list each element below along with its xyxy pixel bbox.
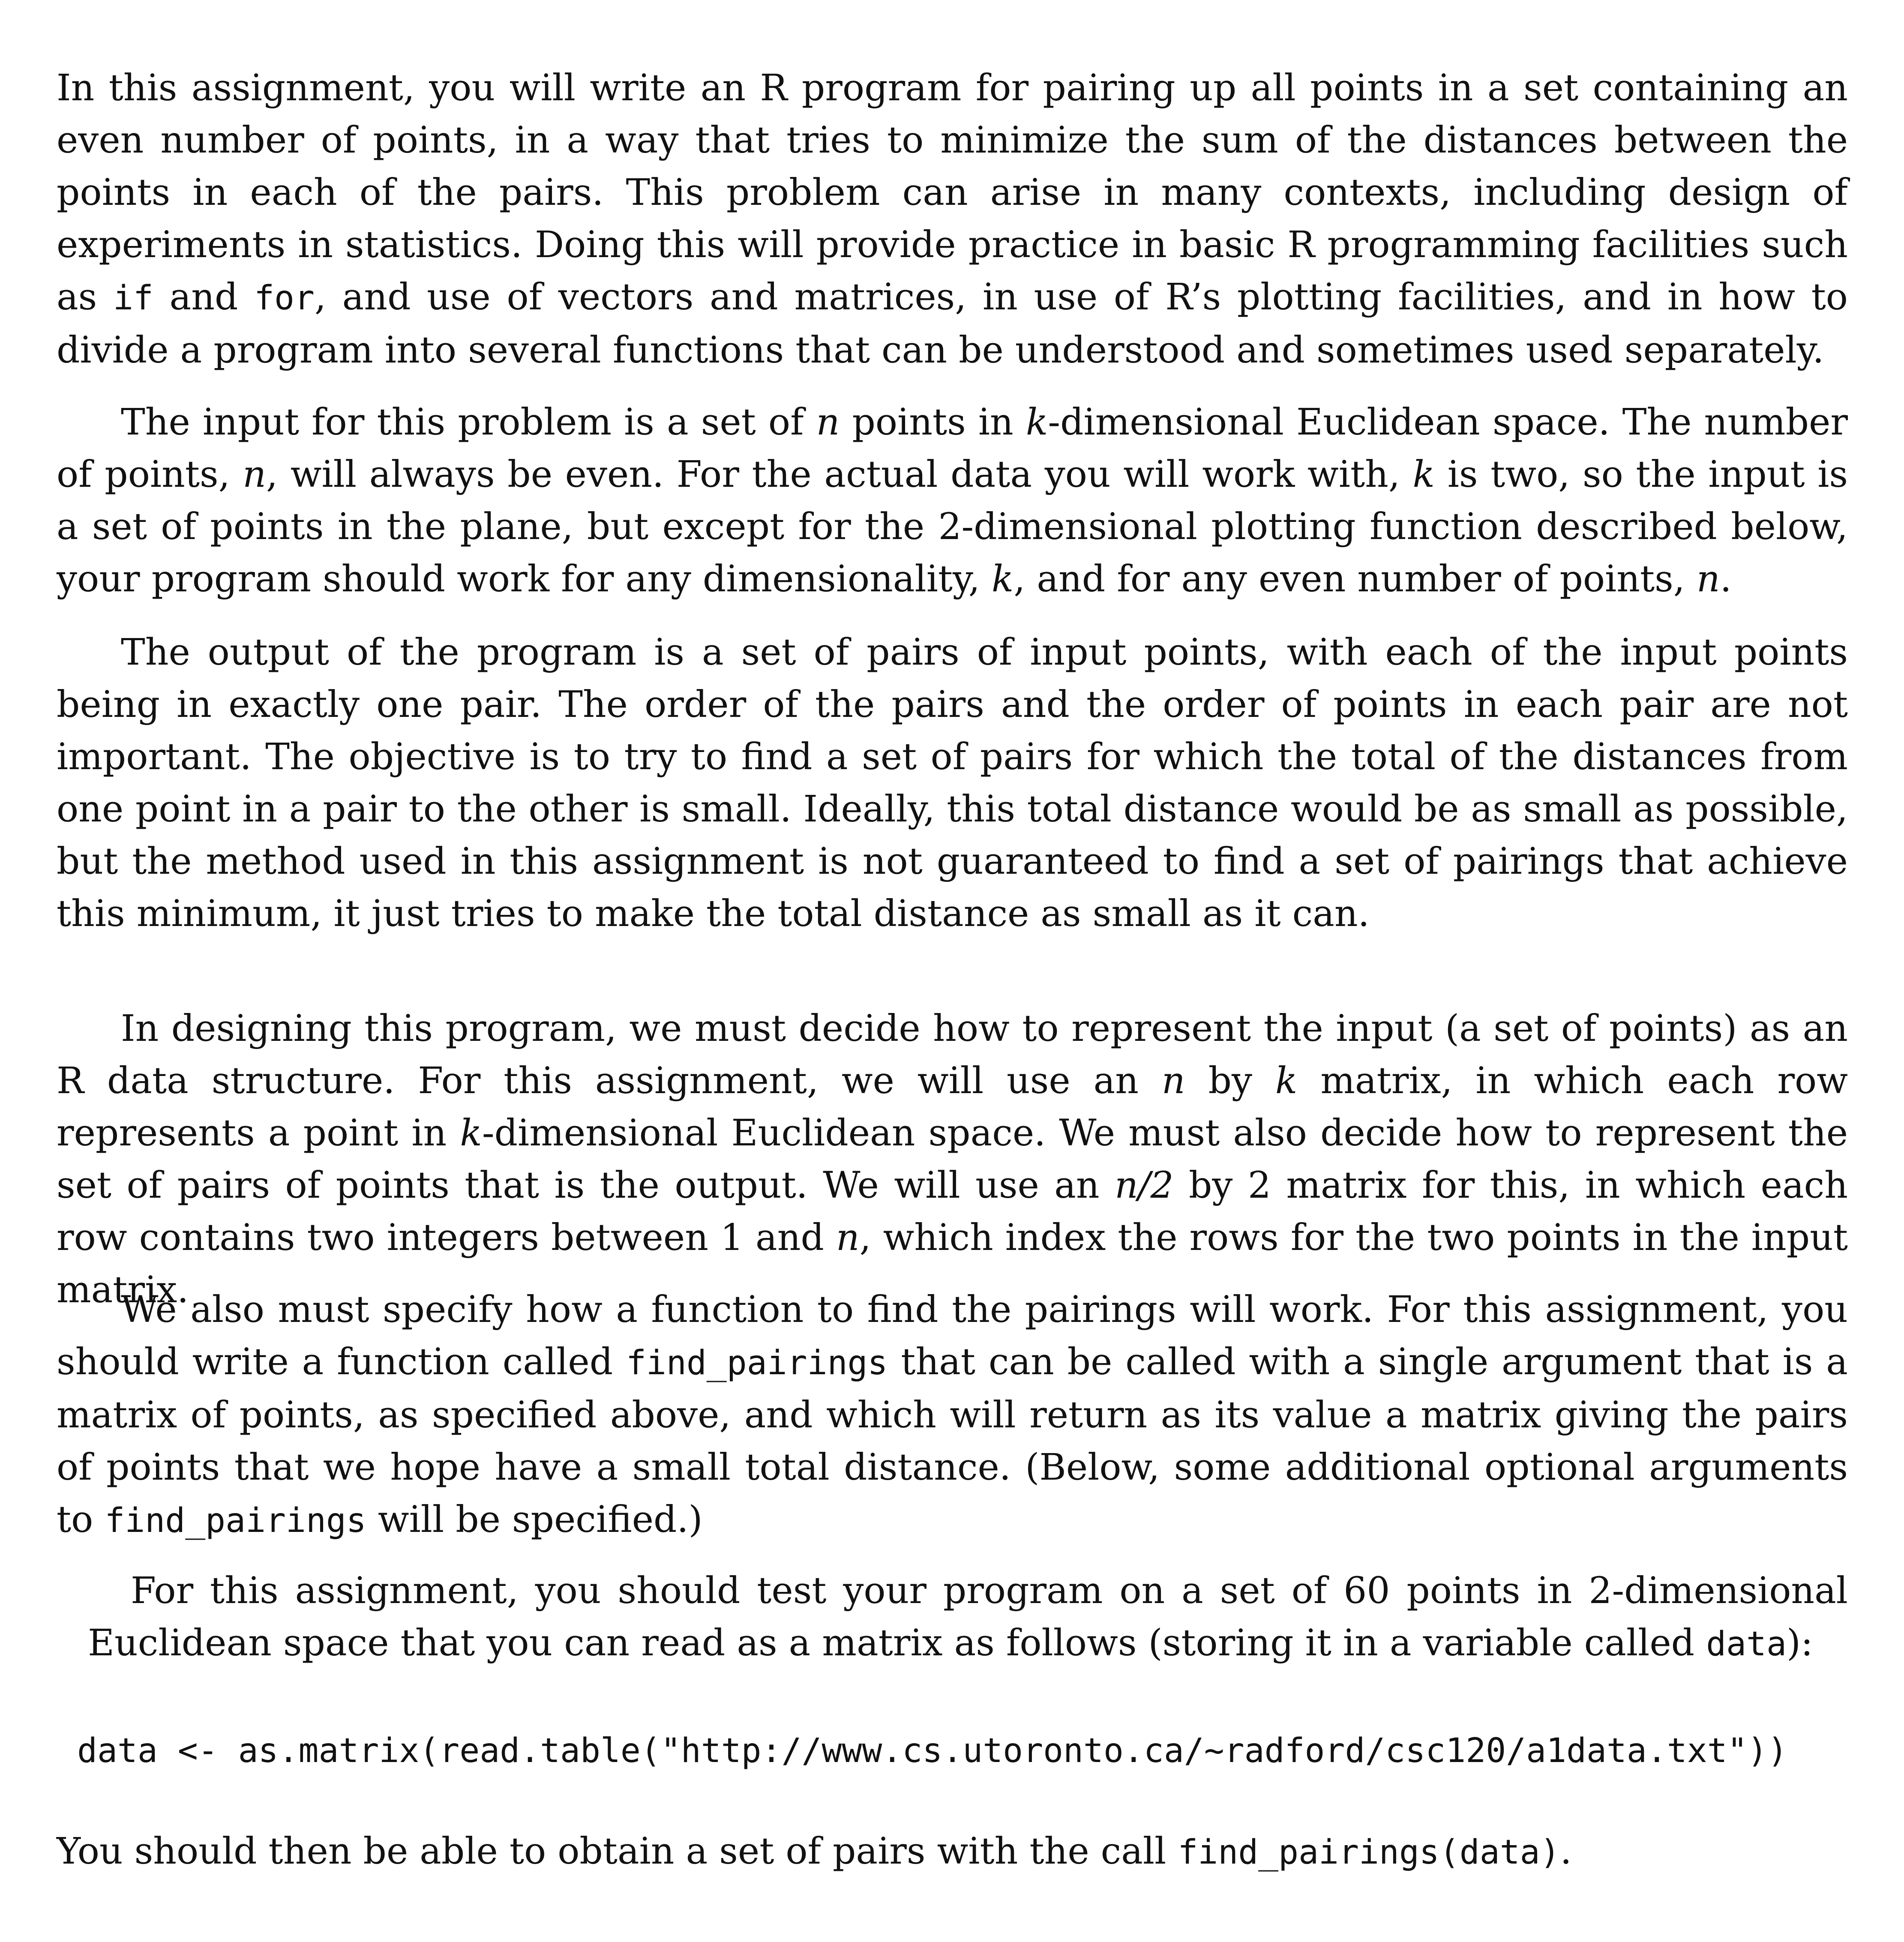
math-k: k — [460, 1112, 482, 1154]
inline-code-if: if — [113, 279, 153, 318]
math-k: k — [991, 558, 1014, 600]
text-run: -dimensional Euclidean space. We must also decide how to represent the set of pairs of points that is the output. We will use an — [57, 1112, 1848, 1207]
text-run: , which index the rows for the two points in the input matrix. — [57, 1217, 1848, 1311]
inline-code-call: find_pairings(data) — [1178, 1833, 1560, 1872]
text-run: You should then be able to obtain a set of pairs with the call — [57, 1830, 1178, 1873]
paragraph-test-data — [88, 1565, 1848, 1670]
text-run: In designing this program, we must decide how to represent the input (a set of points) as an R data structure. For this assignment, we will use an — [57, 1007, 1848, 1102]
math-n: n — [836, 1217, 860, 1259]
paragraph-input — [57, 396, 1848, 605]
paragraph-call — [57, 1825, 1848, 1879]
code-block-read-data: data <- as.matrix(read.table("http://www.cs.utoronto.ca/~radford/csc120/a1data.txt")) — [77, 1732, 1788, 1770]
text-run: . — [1720, 558, 1732, 600]
text-run: For this assignment, you should test your program on a set of 60 points in 2-dimensional Euclidean space that you can read as a matrix as follows (storing it in a variable called — [88, 1570, 1848, 1664]
text-run: points in — [840, 401, 1026, 444]
math-k: k — [1412, 453, 1435, 496]
math-n-half: n/2 — [1115, 1164, 1174, 1207]
inline-code-for: for — [254, 279, 315, 318]
math-k: k — [1275, 1060, 1298, 1102]
math-n: n — [1696, 558, 1720, 600]
text-run: by 2 matrix for this, in which each row contains two integers between 1 and — [57, 1164, 1848, 1259]
math-n: n — [816, 401, 840, 444]
text-run: In this assignment, you will write an R program for pairing up all points in a set containing an even number of points, in a way that tries to minimize the sum of the distances between the points in each of the pairs. This problem can arise in many contexts, including design of experiments in statistics. Doing this will provide practice in basic R programming facilities such as — [57, 67, 1848, 318]
math-k: k — [1025, 401, 1048, 444]
text-run: . — [1560, 1830, 1572, 1873]
inline-code-find-pairings: find_pairings — [105, 1501, 366, 1540]
text-run: -dimensional Euclidean space. The number of points, — [57, 401, 1848, 496]
text-run: will be specified.) — [366, 1498, 703, 1541]
text-run: matrix, in which each row represents a point in — [57, 1060, 1848, 1154]
text-run: , and use of vectors and matrices, in use of R’s plotting facilities, and in how to divide a program into several functions that can be understood and sometimes used separately. — [57, 276, 1848, 372]
text-run: The input for this problem is a set of — [121, 401, 816, 444]
text-run: , and for any even number of points, — [1013, 558, 1697, 600]
math-n: n — [243, 453, 267, 496]
text-run: , will always be even. For the actual data you will work with, — [266, 453, 1413, 496]
text-run: is two, so the input is a set of points in the plane, but except for the 2-dimensional plotting function described below, your program should work for any dimensionality, — [57, 453, 1848, 600]
paragraph-output: The output of the program is a set of pairs of input points, with each of the input points being in exactly one pair. The order of the pairs and the order of points in each pair are not important. The objective is to try to find a set of pairs for which the total of the distances from one point in a pair to the other is small. Ideally, this total distance would be as small as possible, but the method used in this assignment is not guaranteed to find a set of pairings that achieve this minimum, it just tries to make the total distance as small as it can. — [57, 631, 1848, 935]
inline-code-find-pairings: find_pairings — [626, 1344, 888, 1382]
paragraph-function-spec — [57, 1284, 1848, 1547]
text-run: by — [1185, 1060, 1275, 1102]
inline-code-data: data — [1706, 1625, 1787, 1663]
paragraph-intro — [57, 62, 1848, 377]
math-n: n — [1161, 1060, 1185, 1102]
text-run: that can be called with a single argument that is a matrix of points, as specified above, and which will return as its value a matrix giving the pairs of points that we hope have a small total distance. (Below, some additional optional arguments to — [57, 1341, 1848, 1541]
paragraph-design — [57, 1003, 1848, 1316]
text-run: ): — [1786, 1622, 1813, 1664]
text-run: and — [153, 276, 255, 318]
text-run: We also must specify how a function to find the pairings will work. For this assignment, you should write a function called — [57, 1289, 1848, 1383]
